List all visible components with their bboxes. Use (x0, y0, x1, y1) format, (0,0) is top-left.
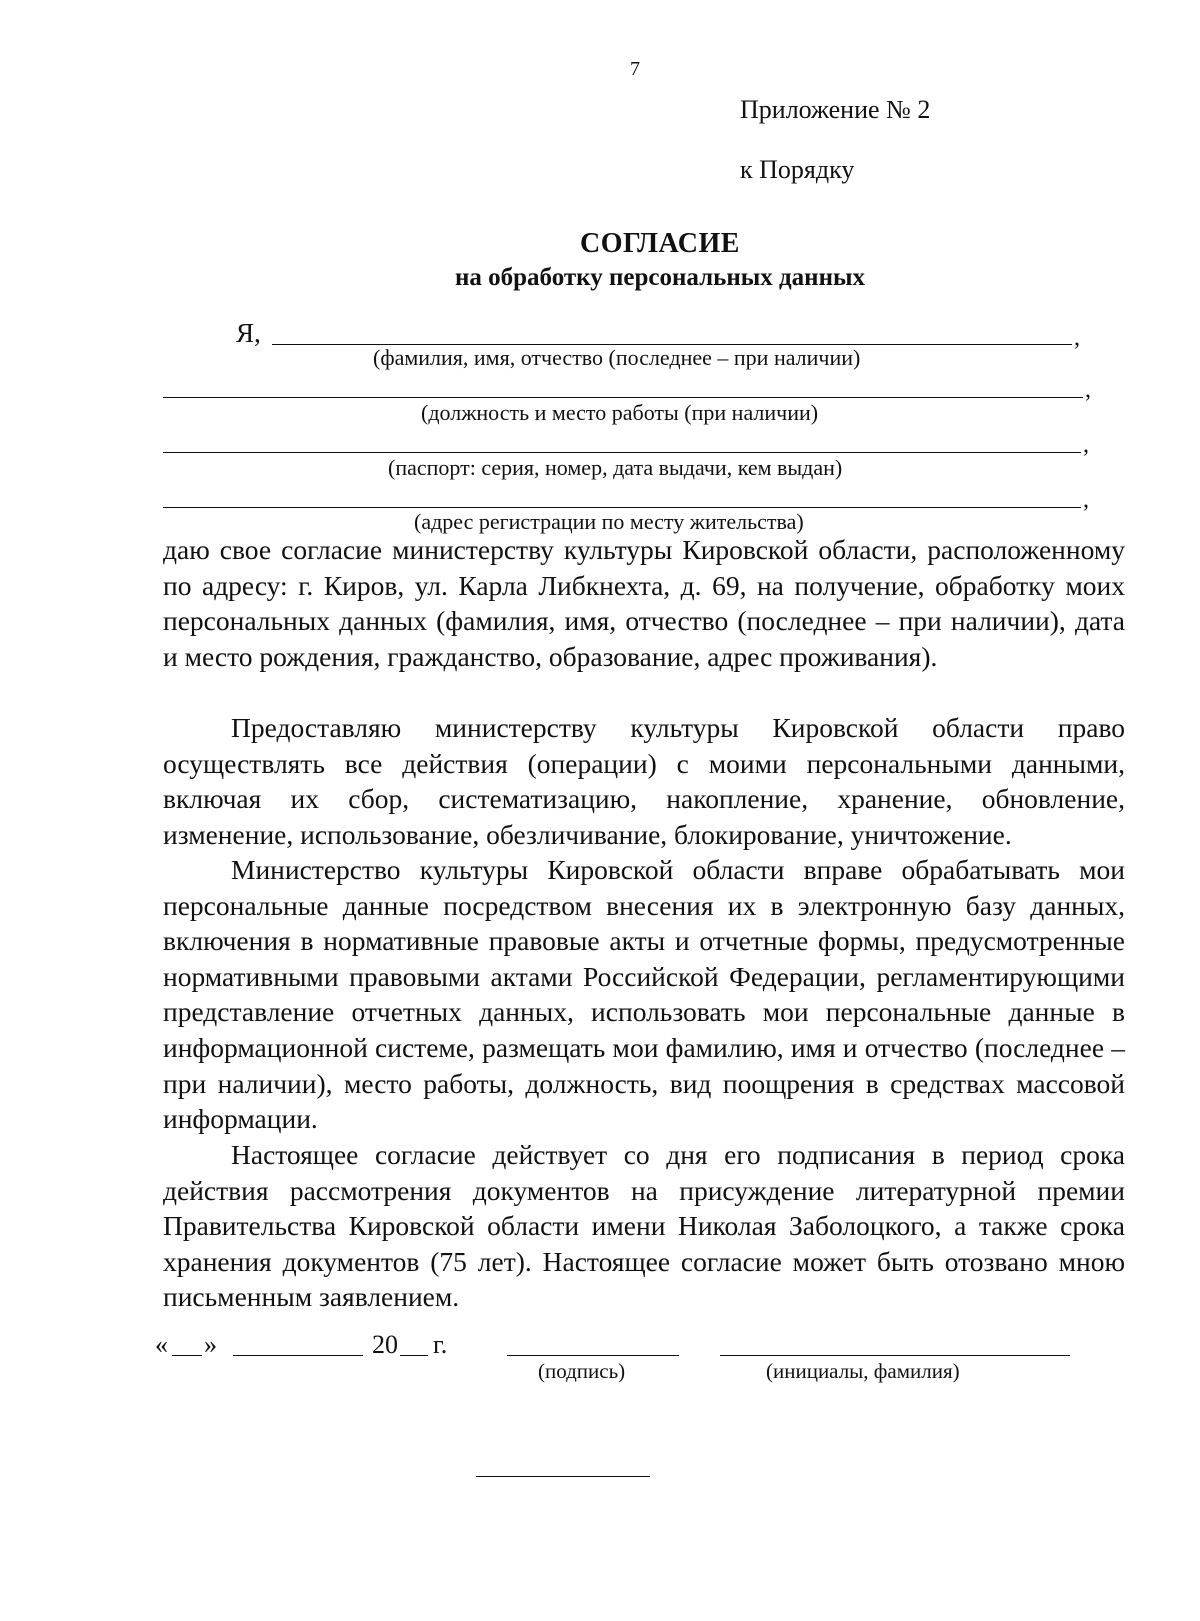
order-reference: к Порядку (740, 155, 855, 184)
date-quote-close: » (204, 1330, 217, 1359)
address-field-comma: , (1083, 487, 1089, 513)
year-field-line[interactable] (400, 1355, 428, 1356)
consent-paragraph-2: Предоставляю министерству культуры Кировской области право осуществлять все действия (операции) с моими персональными данными, включая их сбор, систематизацию, накопление, хранение, обновление, изменение, использование, обезличивание, блокирование, уничтожение. (163, 712, 1125, 850)
passport-field-caption: (паспорт: серия, номер, дата выдачи, кем выдан) (388, 455, 843, 480)
initials-caption: (инициалы, фамилия) (766, 1359, 960, 1383)
consent-paragraph-4: Настоящее согласие действует со дня его подписания в период срока действия рассмотрения документов на присуждение литературной премии Правительства Кировской области имени Николая Заболоцкого, а также срока хранения документов (75 лет). Настоящее согласие может быть отозвано мною письменным заявлением. (163, 1139, 1125, 1313)
passport-field-line[interactable] (163, 452, 1081, 453)
consent-paragraph-3: Министерство культуры Кировской области вправе обрабатывать мои персональные данные посредством внесения их в электронную базу данных, включения в нормативные правовые акты и отчетные формы, предусмотренные нормативными правовыми актами Российской Федерации, регламентирующими представление отчетных данных, использовать мои персональные данные в информационной системе, размещать мои фамилию, имя и отчество (последнее – при наличии), место работы, должность, вид поощрения в средствах массовой информации. (163, 854, 1125, 1135)
page-number: 7 (630, 58, 640, 80)
day-field-line[interactable] (172, 1355, 202, 1356)
year-prefix: 20 (372, 1330, 398, 1359)
address-field-caption: (адрес регистрации по месту жительства) (414, 509, 804, 534)
position-field-caption: (должность и место работы (при наличии) (421, 400, 819, 425)
signature-caption: (подпись) (538, 1359, 626, 1383)
name-field-caption: (фамилия, имя, отчество (последнее – при наличии) (373, 345, 861, 370)
year-suffix: г. (433, 1330, 448, 1359)
document-subtitle: на обработку персональных данных (455, 264, 865, 291)
form-prefix: Я, (236, 318, 261, 348)
month-field-line[interactable] (233, 1355, 363, 1356)
position-field-line[interactable] (163, 397, 1083, 398)
position-field-comma: , (1085, 377, 1091, 403)
passport-field-comma: , (1083, 432, 1089, 458)
date-quote-open: « (155, 1330, 168, 1359)
address-field-line[interactable] (163, 507, 1081, 508)
annex-label: Приложение № 2 (740, 95, 931, 124)
signature-field-line[interactable] (507, 1355, 679, 1356)
name-field-comma: , (1074, 325, 1080, 351)
consent-paragraph-1: даю свое согласие министерству культуры Кировской области, расположенному по адресу: г. Киров, ул. Карла Либкнехта, д. 69, на получение, обработку моих персональных данных (фамилия, имя, отчество (последнее – при наличии), дата и место рождения, гражданство, образование, адрес проживания). (163, 534, 1125, 672)
bottom-separator (476, 1476, 650, 1477)
document-title: СОГЛАСИЕ (580, 228, 740, 259)
initials-field-line[interactable] (720, 1355, 1070, 1356)
